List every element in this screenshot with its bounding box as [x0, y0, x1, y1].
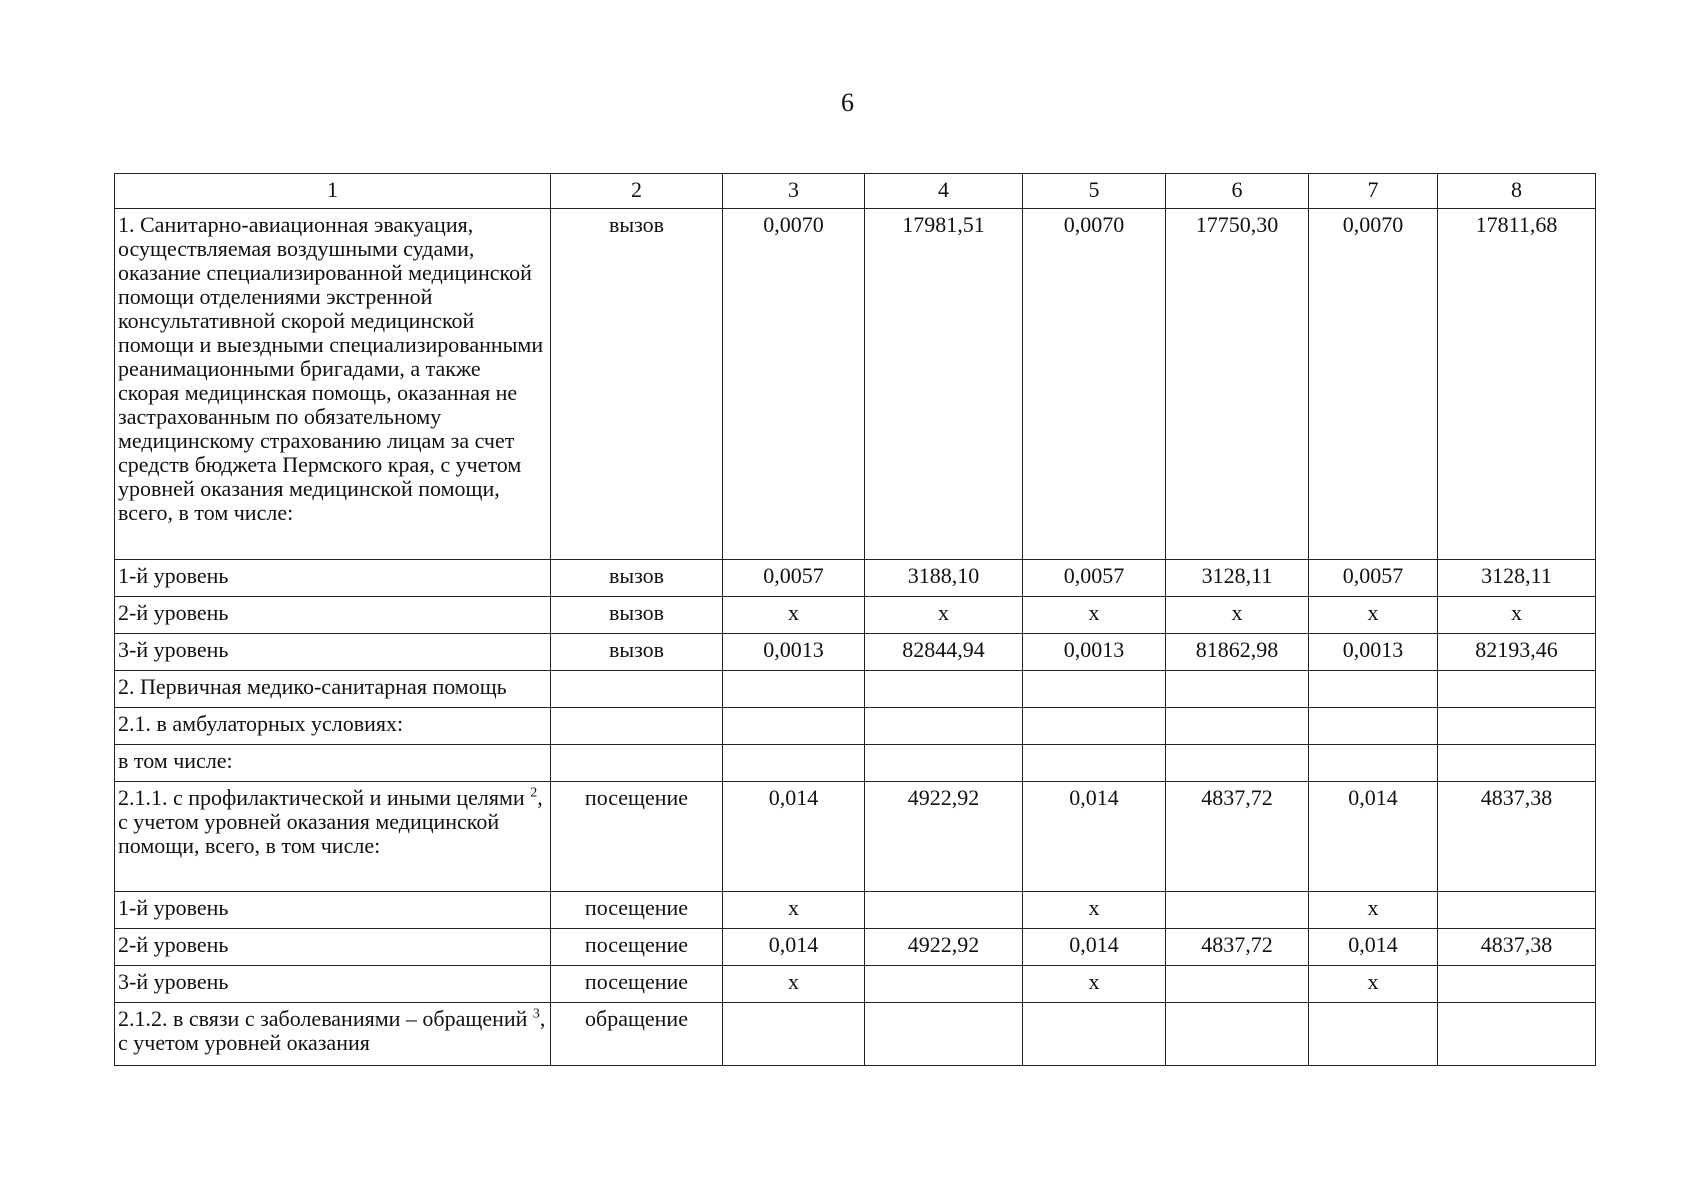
value-cell: 4922,92: [865, 782, 1023, 892]
value-cell: x: [1438, 597, 1596, 634]
value-cell: [1023, 745, 1166, 782]
label-text: 2.1.1. с профилактической и иными целями: [118, 785, 531, 810]
table-row: [115, 209, 1596, 560]
value-cell: 17750,30: [1166, 209, 1309, 560]
value-cell: 0,014: [723, 929, 865, 966]
row-label: [115, 1003, 551, 1066]
header-cell: 4: [865, 174, 1023, 209]
value-cell: [1166, 966, 1309, 1003]
row-label: 2. Первичная медико-санитарная помощь: [115, 671, 551, 708]
value-cell: [723, 708, 865, 745]
value-cell: x: [865, 597, 1023, 634]
row-unit: вызов: [551, 634, 723, 671]
label-text: , с учетом уровней оказания медицинской помощи, всего, в том числе:: [118, 785, 543, 858]
value-cell: 4922,92: [865, 929, 1023, 966]
value-cell: 82844,94: [865, 634, 1023, 671]
label-text: 2.1.2. в связи с заболеваниями – обращений: [118, 1006, 533, 1031]
row-unit: [551, 708, 723, 745]
value-cell: [1438, 671, 1596, 708]
page-number: 6: [841, 88, 854, 117]
row-label: 1. Санитарно-авиационная эвакуация, осуществляемая воздушными судами, оказание специализированной медицинской помощи отделениями экстренной консультативной скорой медицинской помощи и выездными специализированными реанимационными бригадами, а также скорая медицинская помощь, оказанная не застрахованным по обязательному медицинскому страхованию лицам за счет средств бюджета Пермского края, с учетом уровней оказания медицинской помощи, всего, в том числе:: [115, 209, 551, 560]
value-cell: [1166, 671, 1309, 708]
value-cell: x: [1023, 966, 1166, 1003]
header-cell: 7: [1309, 174, 1438, 209]
row-unit: посещение: [551, 782, 723, 892]
value-cell: [865, 745, 1023, 782]
value-cell: 0,0070: [1023, 209, 1166, 560]
value-cell: [1309, 745, 1438, 782]
value-cell: [1166, 1003, 1309, 1066]
table-row: [115, 745, 1596, 782]
value-cell: 0,0013: [723, 634, 865, 671]
value-cell: 17811,68: [1438, 209, 1596, 560]
value-cell: 81862,98: [1166, 634, 1309, 671]
value-cell: [1309, 708, 1438, 745]
row-label: 1-й уровень: [115, 892, 551, 929]
value-cell: [723, 1003, 865, 1066]
value-cell: x: [723, 892, 865, 929]
value-cell: 3188,10: [865, 560, 1023, 597]
row-label: 3-й уровень: [115, 634, 551, 671]
value-cell: 0,014: [1023, 782, 1166, 892]
value-cell: 0,014: [723, 782, 865, 892]
table-row: [115, 892, 1596, 929]
table-row: [115, 1003, 1596, 1066]
row-unit: посещение: [551, 892, 723, 929]
value-cell: 0,014: [1023, 929, 1166, 966]
row-label: в том числе:: [115, 745, 551, 782]
value-cell: [1166, 745, 1309, 782]
value-cell: [865, 708, 1023, 745]
value-cell: x: [723, 597, 865, 634]
row-label: 3-й уровень: [115, 966, 551, 1003]
table-row: [115, 634, 1596, 671]
row-unit: [551, 745, 723, 782]
value-cell: 4837,72: [1166, 929, 1309, 966]
value-cell: [1309, 671, 1438, 708]
header-cell: 1: [115, 174, 551, 209]
table-row: [115, 708, 1596, 745]
value-cell: x: [1309, 892, 1438, 929]
value-cell: [1023, 671, 1166, 708]
table-row: [115, 597, 1596, 634]
value-cell: [1023, 708, 1166, 745]
value-cell: [865, 966, 1023, 1003]
value-cell: 0,0013: [1309, 634, 1438, 671]
value-cell: x: [1309, 966, 1438, 1003]
value-cell: [865, 892, 1023, 929]
row-label: 1-й уровень: [115, 560, 551, 597]
row-unit: вызов: [551, 560, 723, 597]
value-cell: [1438, 892, 1596, 929]
value-cell: [1023, 1003, 1166, 1066]
row-label: 2.1. в амбулаторных условиях:: [115, 708, 551, 745]
label-text: , с учетом уровней оказания: [118, 1006, 546, 1055]
table-row: [115, 929, 1596, 966]
row-label: 2-й уровень: [115, 597, 551, 634]
table-header-row: [115, 174, 1596, 209]
value-cell: 0,014: [1309, 929, 1438, 966]
value-cell: 0,0057: [1309, 560, 1438, 597]
data-table: [114, 173, 1596, 1066]
value-cell: 0,014: [1309, 782, 1438, 892]
row-unit: вызов: [551, 597, 723, 634]
value-cell: [1438, 1003, 1596, 1066]
row-label: [115, 782, 551, 892]
table-row: [115, 966, 1596, 1003]
value-cell: 0,0057: [1023, 560, 1166, 597]
value-cell: 4837,72: [1166, 782, 1309, 892]
value-cell: x: [1023, 892, 1166, 929]
value-cell: 0,0070: [723, 209, 865, 560]
value-cell: 4837,38: [1438, 929, 1596, 966]
header-cell: 5: [1023, 174, 1166, 209]
table-row: [115, 560, 1596, 597]
value-cell: x: [1309, 597, 1438, 634]
value-cell: 0,0057: [723, 560, 865, 597]
value-cell: 82193,46: [1438, 634, 1596, 671]
header-cell: 3: [723, 174, 865, 209]
header-cell: 2: [551, 174, 723, 209]
value-cell: 0,0070: [1309, 209, 1438, 560]
value-cell: [1438, 745, 1596, 782]
row-unit: посещение: [551, 966, 723, 1003]
value-cell: x: [723, 966, 865, 1003]
value-cell: 3128,11: [1438, 560, 1596, 597]
value-cell: [1166, 708, 1309, 745]
value-cell: [865, 671, 1023, 708]
value-cell: x: [1023, 597, 1166, 634]
row-label: 2-й уровень: [115, 929, 551, 966]
value-cell: [1166, 892, 1309, 929]
value-cell: [723, 671, 865, 708]
row-unit: обращение: [551, 1003, 723, 1066]
value-cell: [1309, 1003, 1438, 1066]
value-cell: x: [1166, 597, 1309, 634]
value-cell: 4837,38: [1438, 782, 1596, 892]
row-unit: посещение: [551, 929, 723, 966]
value-cell: 3128,11: [1166, 560, 1309, 597]
table-row: [115, 782, 1596, 892]
table-row: [115, 671, 1596, 708]
value-cell: [1438, 708, 1596, 745]
header-cell: 8: [1438, 174, 1596, 209]
value-cell: [1438, 966, 1596, 1003]
footnote-mark: 2: [530, 785, 538, 801]
header-cell: 6: [1166, 174, 1309, 209]
value-cell: [865, 1003, 1023, 1066]
value-cell: 0,0013: [1023, 634, 1166, 671]
row-unit: [551, 671, 723, 708]
value-cell: 17981,51: [865, 209, 1023, 560]
footnote-mark: 3: [532, 1006, 540, 1022]
row-unit: вызов: [551, 209, 723, 560]
value-cell: [723, 745, 865, 782]
